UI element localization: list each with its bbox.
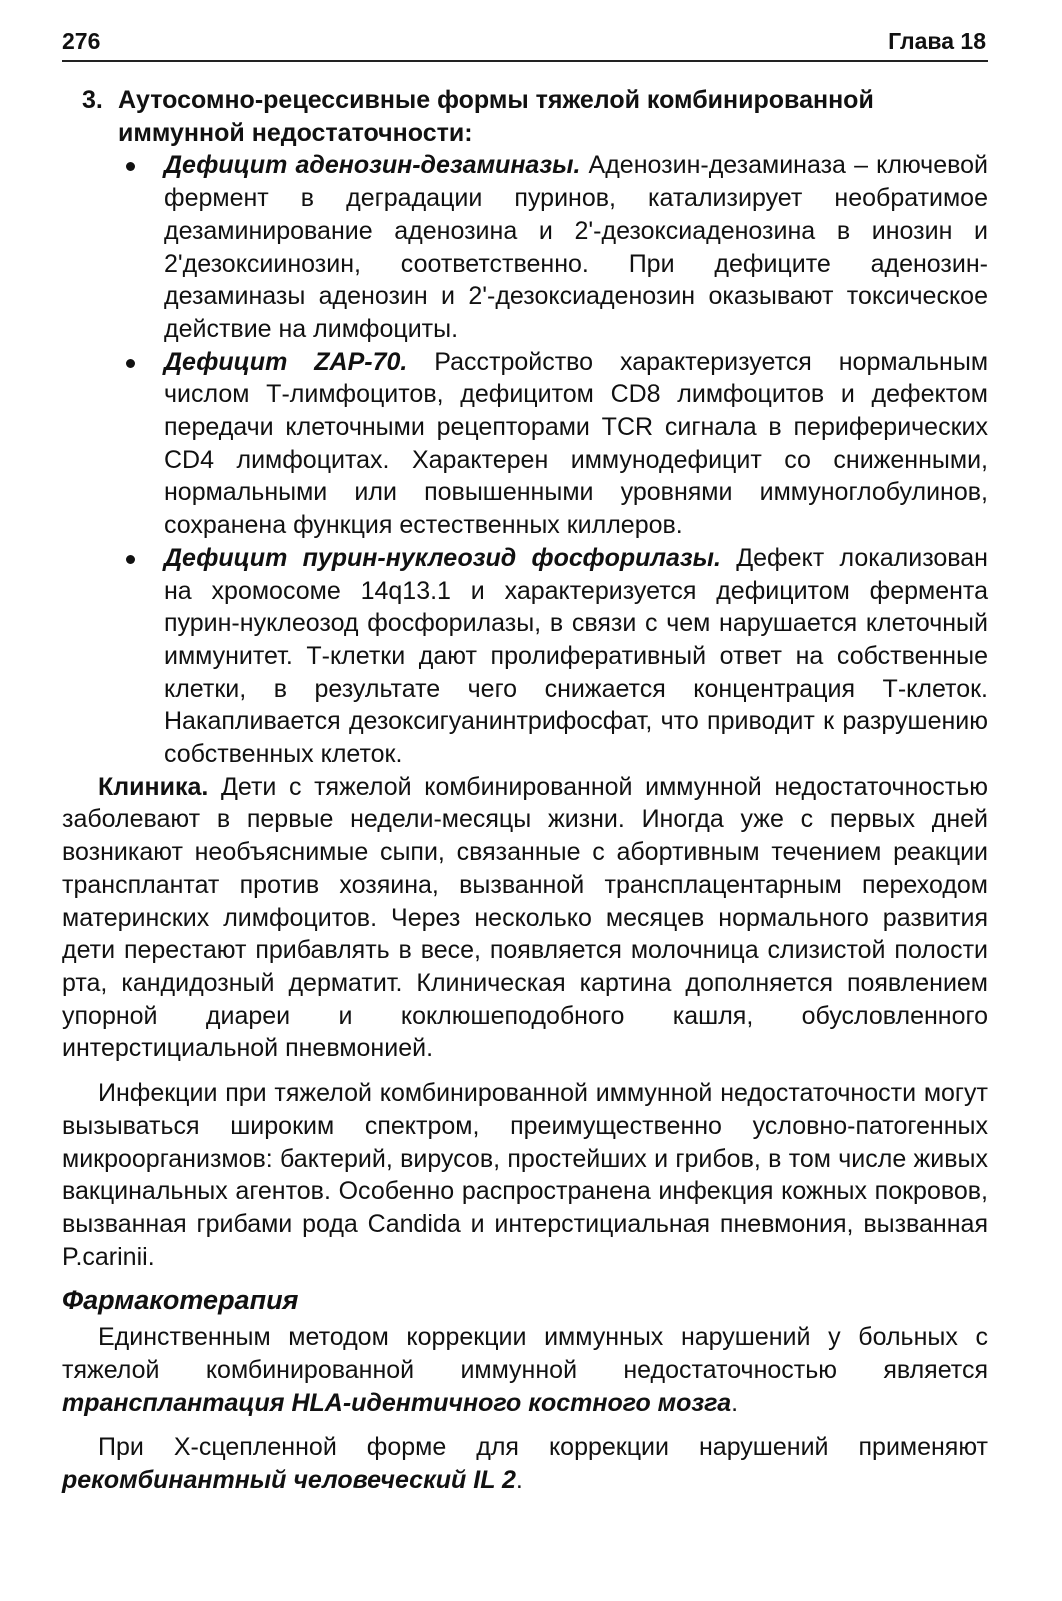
running-header [62, 24, 986, 58]
section-3 [62, 84, 988, 149]
emphasis-text: рекомбинантный человеческий IL 2 [62, 1466, 516, 1495]
list-item-term: Дефицит пурин-нуклеозид фосфорилазы. [164, 543, 721, 572]
bullet-icon [126, 162, 135, 171]
paragraph-text: При X-сцепленной форме для коррекции нарушений применяют [98, 1433, 988, 1462]
clinic-text: Дети с тяжелой комбинированной иммунной недостаточностью заболевают в первые недели-месяцы жизни. Иногда уже с первых дней возникают необъяснимые сыпи, связанные с абортивным течением реакции трансплантат против хозяина, вызванной трансплацентарным переходом материнских лимфоцитов. Через несколько месяцев нормального развития дети перестают прибавлять в весе, появляется молочница слизистой полости рта, кандидозный дерматит. Клиническая картина дополняется появлением упорной диареи и коклюшеподобного кашля, обусловленного интерстициальной пневмонией. [62, 772, 988, 1063]
chapter-title: Глава 18 [888, 28, 986, 54]
clinic-paragraph [62, 771, 988, 1065]
list-item-text: Дефект локализован на хромосоме 14q13.1 и характеризуется дефицитом фермента пурин-нуклеозод фосфорилазы, в связи с чем нарушается клеточный иммунитет. Т-клетки дают пролиферативный ответ на собственные клетки, в результате чего снижается концентрация Т-клеток. Накапливается дезоксигуанинтрифосфат, что приводит к разрушению собственных клеток. [164, 543, 988, 769]
bullet-icon [126, 555, 135, 564]
section-number: 3. [82, 86, 103, 114]
page-number: 276 [62, 28, 101, 54]
list-item-text: Аденозин-дезаминаза – ключевой фермент в деградации пуринов, катализирует необратимое дезаминирование аденозина и 2'-дезоксиаденозина в инозин и 2'дезоксиинозин, соответственно. При дефиците аденозин-дезаминазы аденозин и 2'-дезоксиаденозин оказывают токсическое действие на лимфоциты. [164, 151, 988, 343]
emphasis-text: трансплантация HLA-идентичного костного мозга [62, 1388, 732, 1417]
list-item-text: Расстройство характеризуется нормальным числом Т-лимфоцитов, дефицитом CD8 лимфоцитов и дефектом передачи клеточными рецепторами TCR сигнала в периферических CD4 лимфоцитах. Характерен иммунодефицит со сниженными, нормальными или повышенными уровнями иммуноглобулинов, сохранена функция естественных киллеров. [164, 347, 989, 540]
clinic-label: Клиника. [98, 772, 209, 801]
infections-paragraph: Инфекции при тяжелой комбинированной иммунной недостаточности могут вызываться широким спектром, преимущественно условно-патогенных микроорганизмов: бактерий, вирусов, простейших и грибов, в том числе живых вакцинальных агентов. Особенно распространена инфекция кожных покровов, вызванная грибами рода Candida и интерстициальная пневмония, вызванная P.carinii. [62, 1079, 988, 1271]
pharmacotherapy-heading: Фармакотерапия [62, 1285, 299, 1316]
paragraph-end: . [731, 1388, 739, 1417]
deficiency-list [62, 149, 988, 770]
header-divider [62, 60, 988, 62]
list-item-ada [62, 149, 988, 345]
bullet-icon [126, 359, 135, 368]
section-heading: Аутосомно-рецессивные формы тяжелой комбинированной иммунной недостаточности: [118, 86, 874, 147]
pharmacotherapy-paragraph-1 [62, 1321, 988, 1419]
list-item-term: Дефицит аденозин-дезаминазы. [164, 151, 581, 180]
list-item-term: Дефицит ZAP-70. [164, 347, 408, 376]
pharmacotherapy-paragraph-2 [62, 1431, 988, 1496]
list-item-pnp [62, 542, 988, 771]
paragraph-text: Единственным методом коррекции иммунных нарушений у больных с тяжелой комбинированной иммунной недостаточностью является [62, 1323, 988, 1385]
paragraph-end: . [515, 1466, 523, 1495]
page-body [62, 84, 988, 1497]
list-item-zap70 [62, 346, 988, 542]
